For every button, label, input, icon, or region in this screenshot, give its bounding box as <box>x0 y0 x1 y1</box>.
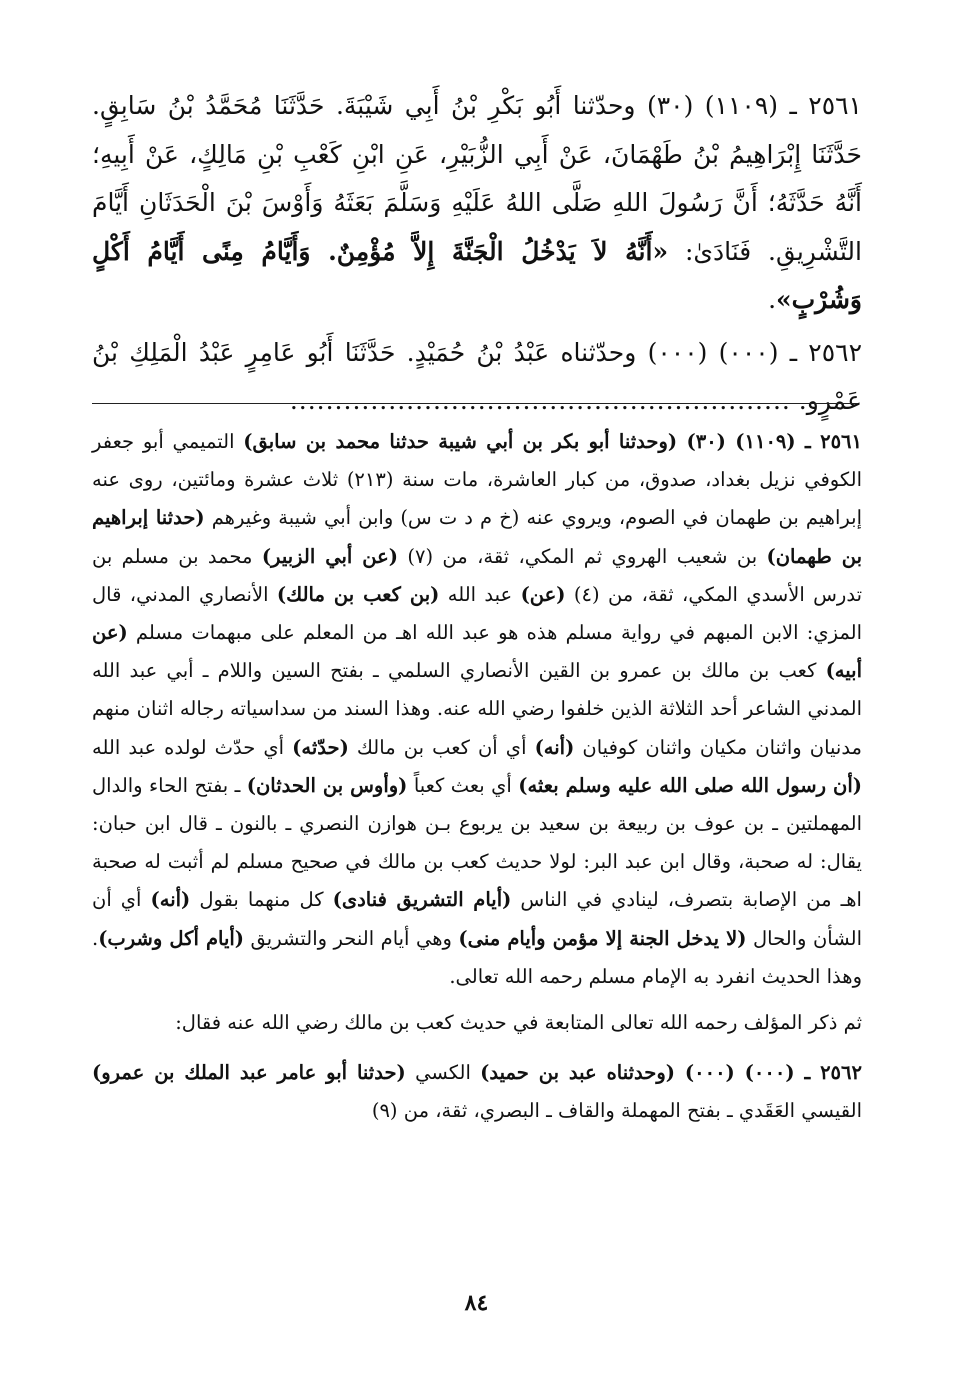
commentary-text: أي حدّث لولده عبد الله <box>92 735 293 759</box>
commentary-quoted-phrase: ٢٥٦١ ـ (١١٠٩) (٣٠) (وحدثنا أبو بكر بن أبي شيبة حدثنا محمد بن سابق) <box>243 430 862 453</box>
commentary-text: أي أن الشأن والحال <box>92 888 862 950</box>
commentary-transition: ثم ذكر المؤلف رحمه الله تعالى المتابعة في حديث كعب بن مالك رضي الله عنه فقال: <box>175 1011 862 1035</box>
hadith-2561-prefix: ٢٥٦١ ـ (١١٠٩) (٣٠) وحدّثنا أَبُو بَكْرِ بْنُ أَبِي شَيْبَةَ. حَدَّثَنَا مُحَمَّدُ بْنُ سَابِقٍ. حَدَّثَنَا إِبْرَاهِيمُ بْنُ طَهْمَانَ، عَنْ أَبِي الزُّبَيْرِ، عَنِ ابْنِ كَعْبِ بْنِ مَالِكٍ، عَنْ أَبِيهِ؛ أَنَّهُ حَدَّثَهُ؛ أَنَّ رَسُولَ اللهِ صَلَّى اللهُ عَلَيْهِ وَسَلَّمَ بَعَثَهُ وَأَوْسَ بْنَ الْحَدَثَانِ أَيَّامَ التَّشْرِيقِ. فَنَادَىٰ: <box>92 91 862 266</box>
commentary-text: بن شعيب الهروي ثم المكي، ثقة، من (٧) <box>397 544 767 568</box>
commentary-text: وهي أيام النحر والتشريق <box>244 926 459 950</box>
commentary-section <box>92 423 862 1131</box>
commentary-quoted-phrase: ٢٥٦٢ ـ (٠٠٠) (٠٠٠) (وحدثناه عبد بن حميد) <box>480 1061 862 1085</box>
commentary-paragraph-2562 <box>92 1054 862 1130</box>
hadith-2562-matn <box>92 329 862 426</box>
commentary-quoted-phrase: (أن رسول الله صلى الله عليه وسلم بعثه) <box>518 773 862 797</box>
commentary-text: أي أن كعب بن مالك <box>348 735 535 759</box>
commentary-paragraph-2561 <box>92 423 862 996</box>
commentary-text: محمد بن مسلم بن تدرس الأسدي المكي، ثقة، من (٤) <box>92 544 862 606</box>
commentary-quoted-phrase: (أيام التشريق فنادى) <box>332 888 512 912</box>
commentary-text: . وهذا الحديث انفرد به الإمام مسلم رحمه الله تعالى. <box>92 926 862 988</box>
commentary-quoted-phrase: (عن) <box>520 582 566 606</box>
commentary-text: كعب بن مالك بن عمرو بن القين الأنصاري السلمي ـ بفتح السين واللام ـ أبي عبد الله المدني الشاعر أحد الثلاثة الذين خلفوا رضي الله عنه. وهذا السند من سداسياته رجاله اثنان منهم مدنيان واثنان مكيان واثنان كوفيان <box>92 659 862 759</box>
commentary-text: كل منهما بقول <box>190 888 333 912</box>
hadith-text-block <box>92 82 862 426</box>
page-number: ٨٤ <box>464 1290 489 1316</box>
continuation-dots: ........................................................ <box>289 386 791 415</box>
hadith-2562-text: ٢٥٦٢ ـ (٠٠٠) (٠٠٠) وحدّثناه عَبْدُ بْنُ حُمَيْدٍ. حَدَّثَنَا أَبُو عَامِرٍ عَبْدُ الْمَلِكِ بْنُ عَمْرٍو. <box>92 337 862 415</box>
commentary-quoted-phrase: (لا يدخل الجنة إلا مؤمن وأيام منى) <box>458 926 747 950</box>
commentary-text: أي بعث كعباً <box>407 773 519 797</box>
commentary-quoted-phrase: (حدثنا أبو عامر عبد الملك بن عمرو) <box>92 1061 406 1085</box>
commentary-text: القيسي العَقَدي ـ بفتح المهملة والقاف ـ البصري، ثقة، من (٩) <box>371 1099 862 1123</box>
commentary-quoted-phrase: (حدّثه) <box>292 735 349 759</box>
hadith-2561-quote: «أَنَّهُ لاَ يَدْخُلُ الْجَنَّةَ إِلاَّ مُؤْمِنٌ. وَأَيَّامُ مِنًى أَيَّامُ أَكْلٍ وَشُرْبٍ» <box>92 236 862 314</box>
commentary-quoted-phrase: (بن كعب بن مالك) <box>276 582 440 606</box>
commentary-quoted-phrase: (حدثنا إبراهيم بن طهمان) <box>92 506 862 568</box>
commentary-text: عبد الله <box>439 582 521 606</box>
commentary-text: الأنصاري المدني، قال المزي: الابن المبهم في رواية مسلم هذه هو عبد الله اهـ من المعلم على مبهمات مسلم <box>92 582 862 645</box>
commentary-text: التميمي أبو جعفر الكوفي نزيل بغداد، صدوق، من كبار العاشرة، مات سنة (٢١٣) ثلاث عشرة ومائتين، روى عنه إبراهيم بن طهمان في الصوم، ويروي عنه (خ م د ت س) وابن أبي شيبة وغيرهم <box>92 430 862 530</box>
commentary-quoted-phrase: (عن أبيه) <box>92 621 862 683</box>
footnote-divider <box>92 403 858 404</box>
matn-section <box>92 82 862 426</box>
commentary-text: ـ بفتح الحاء والدال المهملتين ـ بن عوف بن ربيعة بن سعيد بن يربوع بـن هوازن النصري ـ بالنون ـ قال ابن حبان: يقال: له صحبة، وقال ابن عبد البر: لولا حديث كعب بن مالك في صحيح مسلم لم أثبت له صحبة اهـ من الإصابة بتصرف، لينادي في الناس <box>92 773 862 912</box>
hadith-2561-suffix: . <box>768 285 777 314</box>
commentary-quoted-phrase: (أنه) <box>534 735 575 759</box>
commentary-quoted-phrase: (أنه) <box>150 888 191 912</box>
commentary-text: الكسي <box>405 1061 481 1085</box>
commentary-quoted-phrase: (أيام أكل وشرب) <box>98 926 245 950</box>
commentary-quoted-phrase: (وأوس بن الحدثان) <box>246 773 408 797</box>
commentary-quoted-phrase: (عن أبي الزبير) <box>261 544 398 568</box>
hadith-2561-matn <box>92 82 862 325</box>
